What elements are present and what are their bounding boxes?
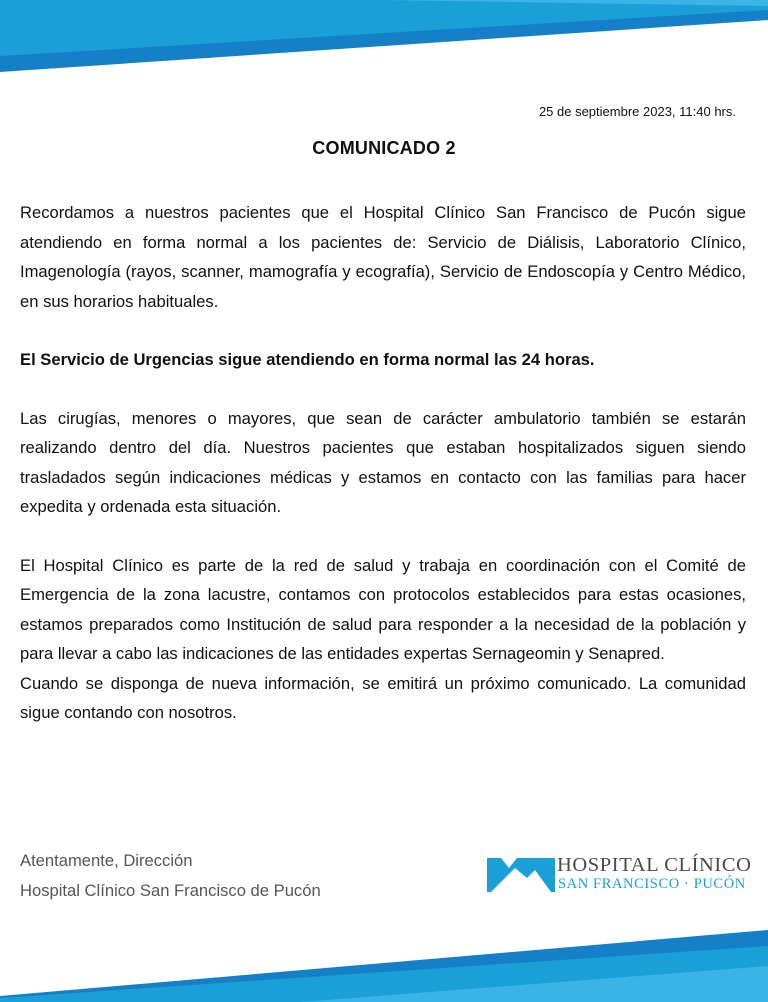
- paragraph-urgencias: El Servicio de Urgencias sigue atendiendo en forma normal las 24 horas.: [20, 350, 595, 369]
- signature-line-2: Hospital Clínico San Francisco de Pucón: [20, 880, 321, 900]
- communique-body: [20, 198, 746, 728]
- paragraph-services: Recordamos a nuestros pacientes que el Hospital Clínico San Francisco de Pucón sigue atendiendo en forma normal a los pacientes de: Servicio de Diálisis, Laboratorio Clínico, Imagenología (rayos, scanner, mamografía y ecografía), Servicio de Endoscopía y Centro Médico, en sus horarios habituales.: [20, 203, 746, 311]
- header-band: [0, 0, 768, 80]
- page-title: COMUNICADO 2: [312, 138, 456, 158]
- paragraph-cirugias: Las cirugías, menores o mayores, que sean de carácter ambulatorio también se estarán realizando dentro del día. Nuestros pacientes que estaban hospitalizados siguen siendo trasladados según indicaciones médicas y estamos en contacto con las familias para hacer expedita y ordenada esta situación.: [20, 408, 746, 516]
- paragraph-coordinacion: El Hospital Clínico es parte de la red de salud y trabaja en coordinación con el Comité de Emergencia de la zona lacustre, contamos con protocolos establecidos para estas ocasiones, estamos preparados como Institución de salud para responder a la necesidad de la población y para llevar a cabo las indicaciones de las entidades expertas Sernageomin y Senapred.: [20, 555, 746, 663]
- logo-subtitle: SAN FRANCISCO · PUCÓN: [558, 876, 746, 892]
- mountain-volcano-icon: [487, 854, 555, 892]
- footer-band: [0, 912, 768, 1002]
- hospital-logo: [487, 850, 757, 900]
- date-time: 25 de septiembre 2023, 11:40 hrs.: [538, 104, 736, 119]
- signature-line-1: Atentamente, Dirección: [20, 851, 193, 870]
- signature: [20, 846, 321, 905]
- logo-title: HOSPITAL CLÍNICO: [557, 854, 752, 876]
- paragraph-cierre: Cuando se disponga de nueva información, se emitirá un próximo comunicado. La comunidad sigue contando con nosotros.: [20, 673, 746, 722]
